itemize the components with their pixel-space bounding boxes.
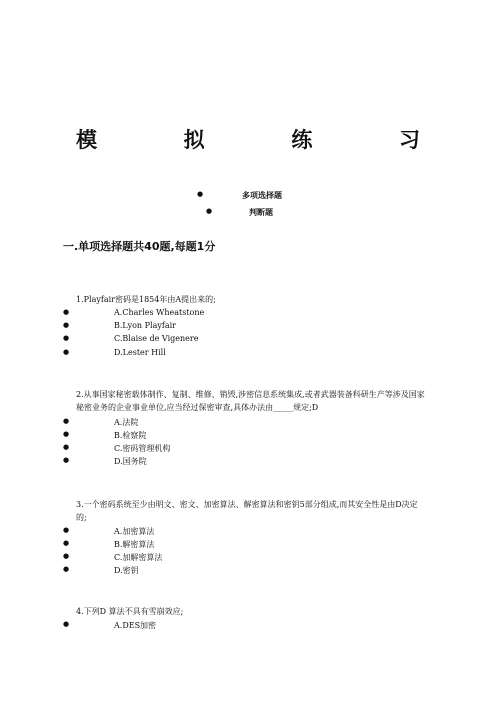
option-item [0,539,496,552]
option-item [0,565,496,578]
bullet-icon: ● [63,620,70,628]
option-label: A.Charles Wheatstone [114,308,205,317]
bullet-icon: ● [63,321,70,329]
bullet-icon: ● [63,539,70,547]
option-label: D.Lester Hill [114,348,166,357]
bullet-icon: ● [63,308,70,316]
option-item [0,620,496,633]
bullet-icon: ● [63,526,70,534]
option-item [0,552,496,565]
title-char: 练 [291,128,313,152]
bullet-icon: ● [197,190,204,198]
option-item [0,417,496,430]
option-label: A.法院 [114,418,139,427]
question-text: 3.一个密码系统至少由明文、密文、加密算法、解密算法和密钥5部分组成,而其安全性是由D决定的; [76,500,418,522]
bullet-icon: ● [63,443,70,451]
title-char: 习 [398,128,420,152]
option-item [0,321,496,334]
option-item [0,456,496,469]
title-char: 拟 [183,128,205,152]
question-text: 1.Playfair密码是1854年由A提出来的; [76,295,216,304]
option-item [0,348,496,361]
option-label: B.解密算法 [114,540,155,549]
bullet-icon: ● [63,552,70,560]
toc-label: 判断题 [249,208,273,217]
question-text: 2.从事国家秘密载体制作、复制、维修、销毁,涉密信息系统集成,或者武器装备科研生产等涉及国家秘密业务的企业事业单位,应当经过保密审查,具体办法由_____规定;D [76,390,425,412]
option-label: D.密钥 [114,566,139,575]
option-label: D.国务院 [114,457,147,466]
option-label: A.加密算法 [114,527,155,536]
option-item [0,526,496,539]
bullet-icon: ● [63,417,70,425]
option-item [0,308,496,321]
option-label: C.Blaise de Vigenere [114,334,199,343]
section-heading: 一.单项选择题共40题,每题1分 [63,240,216,253]
option-item [0,443,496,456]
toc-label: 多项选择题 [242,191,282,200]
option-label: B.检察院 [114,431,147,440]
option-item [0,430,496,443]
question-text: 4.下列D 算法不具有雪崩效应; [76,607,184,616]
bullet-icon: ● [63,348,70,356]
title-char: 模 [76,128,97,152]
option-label: B.Lyon Playfair [114,321,176,330]
bullet-icon: ● [206,207,213,215]
bullet-icon: ● [63,456,70,464]
option-label: C.加解密算法 [114,553,163,562]
bullet-icon: ● [63,430,70,438]
bullet-icon: ● [63,565,70,573]
bullet-icon: ● [63,334,70,342]
option-label: A.DES加密 [114,621,157,630]
page-title [76,124,420,154]
option-label: C.密码管理机构 [114,444,171,453]
option-item [0,334,496,347]
